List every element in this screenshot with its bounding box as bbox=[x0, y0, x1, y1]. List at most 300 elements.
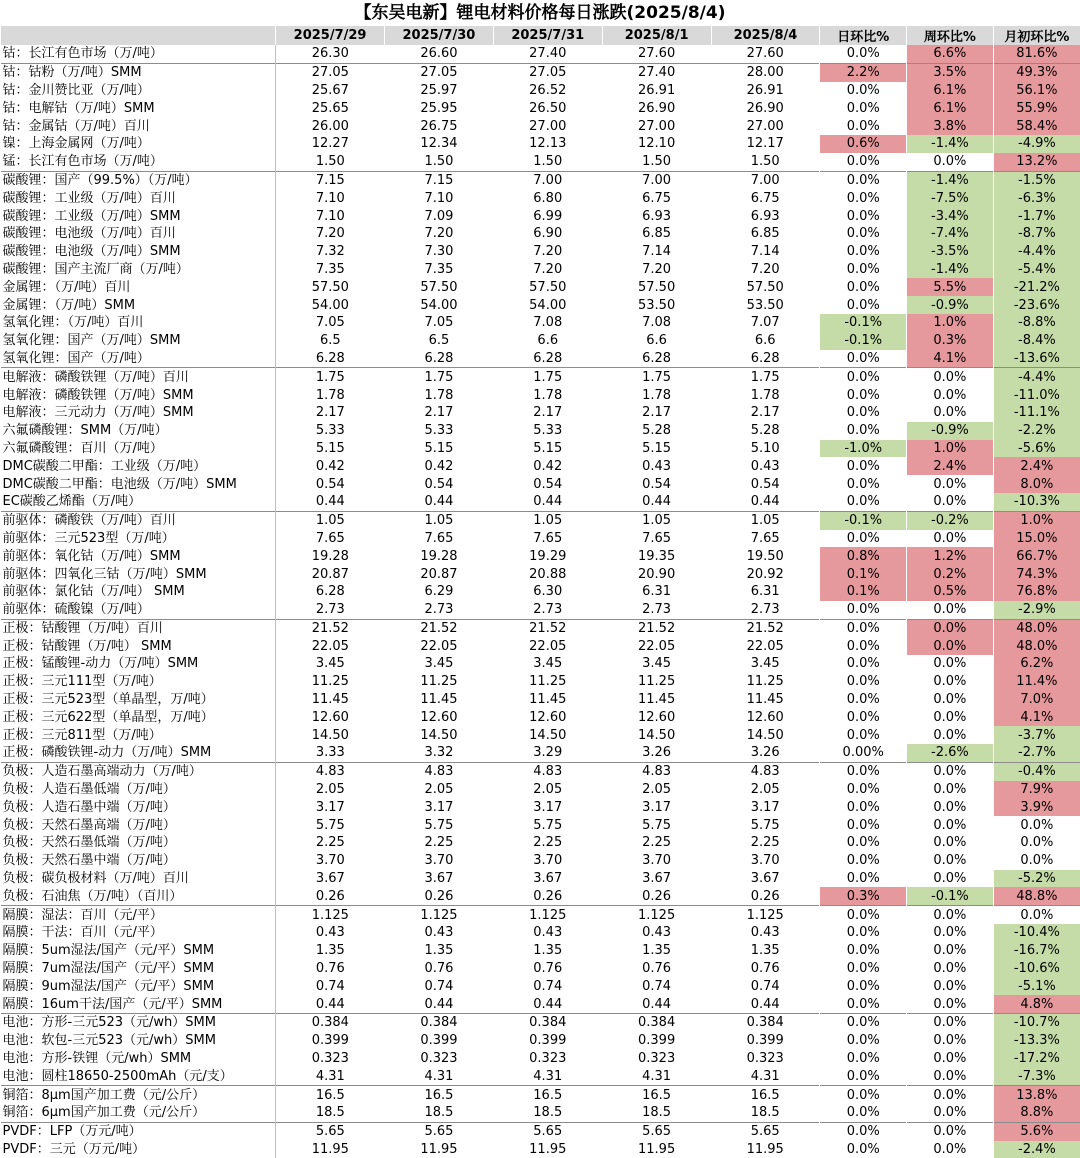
month-change-cell: -5.4% bbox=[993, 261, 1080, 279]
month-change-cell: -8.4% bbox=[993, 332, 1080, 350]
price-cell: 27.40 bbox=[493, 45, 602, 63]
table-row bbox=[1, 422, 1080, 440]
month-change-cell: -2.9% bbox=[993, 601, 1080, 619]
price-cell: 6.31 bbox=[602, 583, 711, 601]
price-cell: 21.52 bbox=[493, 619, 602, 637]
daily-change-cell: 0.0% bbox=[820, 1067, 907, 1085]
row-name-cell: 锰：长江有色市场（万/吨） bbox=[1, 153, 276, 171]
row-name-cell: 碳酸锂：国产（99.5%）（万/吨） bbox=[1, 171, 276, 189]
daily-change-cell: 0.0% bbox=[820, 171, 907, 189]
price-cell: 3.32 bbox=[385, 744, 494, 762]
row-name-cell: 负极：人造石墨低端（万/吨） bbox=[1, 781, 276, 799]
daily-change-cell: 0.0% bbox=[820, 493, 907, 511]
daily-change-cell: 0.0% bbox=[820, 117, 907, 135]
price-cell: 6.93 bbox=[602, 207, 711, 225]
table-row bbox=[1, 1067, 1080, 1085]
row-name-cell: 钴：长江有色市场（万/吨） bbox=[1, 45, 276, 63]
price-cell: 0.76 bbox=[385, 960, 494, 978]
daily-change-cell: 0.0% bbox=[820, 261, 907, 279]
month-change-cell: 48.0% bbox=[993, 637, 1080, 655]
price-cell: 7.65 bbox=[276, 530, 385, 548]
price-cell: 18.5 bbox=[602, 1104, 711, 1122]
table-row bbox=[1, 601, 1080, 619]
header-cell-date: 2025/7/30 bbox=[385, 26, 494, 45]
price-cell: 1.50 bbox=[602, 153, 711, 171]
price-cell: 2.05 bbox=[385, 781, 494, 799]
row-name-cell: 负极：天然石墨低端（万/吨） bbox=[1, 834, 276, 852]
daily-change-cell: 0.0% bbox=[820, 924, 907, 942]
weekly-change-cell: 0.0% bbox=[907, 637, 994, 655]
daily-change-cell: -0.1% bbox=[820, 314, 907, 332]
weekly-change-cell: 0.0% bbox=[907, 1086, 994, 1104]
table-row bbox=[1, 762, 1080, 780]
table-row bbox=[1, 942, 1080, 960]
price-cell: 18.5 bbox=[711, 1104, 820, 1122]
table-row bbox=[1, 457, 1080, 475]
price-cell: 2.73 bbox=[493, 601, 602, 619]
row-name-cell: PVDF：LFP（万元/吨） bbox=[1, 1122, 276, 1140]
table-row bbox=[1, 45, 1080, 63]
daily-change-cell: 0.0% bbox=[820, 475, 907, 493]
daily-change-cell: 0.0% bbox=[820, 906, 907, 924]
price-cell: 25.95 bbox=[385, 99, 494, 117]
price-cell: 0.44 bbox=[276, 995, 385, 1013]
price-cell: 20.87 bbox=[276, 565, 385, 583]
month-change-cell: -17.2% bbox=[993, 1050, 1080, 1068]
price-cell: 14.50 bbox=[385, 726, 494, 744]
month-change-cell: 4.8% bbox=[993, 995, 1080, 1013]
weekly-change-cell: 0.0% bbox=[907, 655, 994, 673]
price-cell: 6.6 bbox=[711, 332, 820, 350]
weekly-change-cell: 0.0% bbox=[907, 798, 994, 816]
price-cell: 0.44 bbox=[493, 493, 602, 511]
price-cell: 57.50 bbox=[711, 278, 820, 296]
price-cell: 1.78 bbox=[385, 386, 494, 404]
price-cell: 1.35 bbox=[276, 942, 385, 960]
weekly-change-cell: 0.0% bbox=[907, 601, 994, 619]
table-row bbox=[1, 924, 1080, 942]
price-cell: 6.29 bbox=[385, 583, 494, 601]
table-row bbox=[1, 278, 1080, 296]
price-cell: 1.35 bbox=[493, 942, 602, 960]
month-change-cell: 15.0% bbox=[993, 530, 1080, 548]
price-cell: 11.95 bbox=[385, 1141, 494, 1158]
price-cell: 1.125 bbox=[276, 906, 385, 924]
weekly-change-cell: -7.5% bbox=[907, 189, 994, 207]
month-change-cell: 48.0% bbox=[993, 619, 1080, 637]
weekly-change-cell: 0.0% bbox=[907, 1067, 994, 1085]
row-name-cell: 正极：钴酸锂（万/吨）百川 bbox=[1, 619, 276, 637]
row-name-cell: 前驱体：氧化钴（万/吨）SMM bbox=[1, 547, 276, 565]
daily-change-cell: 0.0% bbox=[820, 45, 907, 63]
price-cell: 7.05 bbox=[276, 314, 385, 332]
table-row bbox=[1, 816, 1080, 834]
table-row bbox=[1, 243, 1080, 261]
daily-change-cell: -0.1% bbox=[820, 511, 907, 529]
table-row bbox=[1, 852, 1080, 870]
price-cell: 11.45 bbox=[385, 691, 494, 709]
daily-change-cell: 0.0% bbox=[820, 619, 907, 637]
month-change-cell: -5.1% bbox=[993, 977, 1080, 995]
daily-change-cell: 0.0% bbox=[820, 816, 907, 834]
table-row bbox=[1, 207, 1080, 225]
daily-change-cell: 0.0% bbox=[820, 386, 907, 404]
table-row bbox=[1, 404, 1080, 422]
price-cell: 7.20 bbox=[385, 225, 494, 243]
price-cell: 16.5 bbox=[602, 1086, 711, 1104]
price-cell: 1.125 bbox=[711, 906, 820, 924]
price-cell: 0.399 bbox=[602, 1032, 711, 1050]
price-cell: 3.45 bbox=[385, 655, 494, 673]
price-cell: 7.15 bbox=[385, 171, 494, 189]
price-cell: 21.52 bbox=[711, 619, 820, 637]
weekly-change-cell: 6.6% bbox=[907, 45, 994, 63]
price-cell: 12.60 bbox=[602, 708, 711, 726]
row-name-cell: 隔膜：16um干法/国产（元/平）SMM bbox=[1, 995, 276, 1013]
price-cell: 16.5 bbox=[276, 1086, 385, 1104]
price-cell: 1.05 bbox=[276, 511, 385, 529]
month-change-cell: 74.3% bbox=[993, 565, 1080, 583]
price-cell: 2.73 bbox=[276, 601, 385, 619]
price-cell: 3.67 bbox=[276, 870, 385, 888]
price-cell: 0.43 bbox=[276, 924, 385, 942]
weekly-change-cell: -0.1% bbox=[907, 887, 994, 905]
price-cell: 0.76 bbox=[602, 960, 711, 978]
price-cell: 12.60 bbox=[493, 708, 602, 726]
price-cell: 0.74 bbox=[602, 977, 711, 995]
row-name-cell: 负极：人造石墨中端（万/吨） bbox=[1, 798, 276, 816]
daily-change-cell: 0.0% bbox=[820, 870, 907, 888]
price-cell: 0.26 bbox=[276, 887, 385, 905]
price-cell: 2.17 bbox=[711, 404, 820, 422]
table-row bbox=[1, 511, 1080, 529]
weekly-change-cell: 0.0% bbox=[907, 960, 994, 978]
weekly-change-cell: 0.0% bbox=[907, 530, 994, 548]
price-cell: 20.87 bbox=[385, 565, 494, 583]
price-cell: 0.26 bbox=[711, 887, 820, 905]
month-change-cell: -6.3% bbox=[993, 189, 1080, 207]
month-change-cell: -3.7% bbox=[993, 726, 1080, 744]
weekly-change-cell: 0.5% bbox=[907, 583, 994, 601]
price-cell: 0.76 bbox=[493, 960, 602, 978]
price-cell: 4.31 bbox=[711, 1067, 820, 1085]
weekly-change-cell: 4.1% bbox=[907, 350, 994, 368]
price-cell: 3.67 bbox=[385, 870, 494, 888]
weekly-change-cell: 0.0% bbox=[907, 386, 994, 404]
weekly-change-cell: 0.0% bbox=[907, 475, 994, 493]
weekly-change-cell: 3.5% bbox=[907, 63, 994, 81]
daily-change-cell: 0.3% bbox=[820, 887, 907, 905]
price-cell: 5.65 bbox=[602, 1122, 711, 1140]
price-cell: 11.45 bbox=[493, 691, 602, 709]
daily-change-cell: 0.0% bbox=[820, 798, 907, 816]
price-cell: 0.54 bbox=[602, 475, 711, 493]
price-cell: 4.31 bbox=[385, 1067, 494, 1085]
row-name-cell: 负极：人造石墨高端动力（万/吨） bbox=[1, 762, 276, 780]
price-cell: 7.32 bbox=[276, 243, 385, 261]
weekly-change-cell: 0.0% bbox=[907, 762, 994, 780]
price-cell: 4.83 bbox=[711, 762, 820, 780]
month-change-cell: 48.8% bbox=[993, 887, 1080, 905]
price-cell: 7.08 bbox=[602, 314, 711, 332]
table-row bbox=[1, 798, 1080, 816]
month-change-cell: 55.9% bbox=[993, 99, 1080, 117]
daily-change-cell: 0.0% bbox=[820, 995, 907, 1013]
price-cell: 5.15 bbox=[276, 440, 385, 458]
price-cell: 19.28 bbox=[385, 547, 494, 565]
price-cell: 1.50 bbox=[493, 153, 602, 171]
row-name-cell: 负极：碳负极材料（万/吨）百川 bbox=[1, 870, 276, 888]
price-cell: 19.29 bbox=[493, 547, 602, 565]
table-row bbox=[1, 350, 1080, 368]
month-change-cell: 6.2% bbox=[993, 655, 1080, 673]
price-cell: 1.05 bbox=[602, 511, 711, 529]
weekly-change-cell: 0.3% bbox=[907, 332, 994, 350]
table-row bbox=[1, 296, 1080, 314]
table-row bbox=[1, 153, 1080, 171]
month-change-cell: -4.4% bbox=[993, 368, 1080, 386]
price-cell: 27.40 bbox=[602, 63, 711, 81]
table-row bbox=[1, 691, 1080, 709]
price-cell: 1.125 bbox=[385, 906, 494, 924]
price-cell: 0.384 bbox=[493, 1014, 602, 1032]
price-cell: 2.25 bbox=[493, 834, 602, 852]
price-cell: 0.44 bbox=[385, 493, 494, 511]
price-cell: 1.05 bbox=[385, 511, 494, 529]
price-cell: 3.70 bbox=[493, 852, 602, 870]
price-cell: 1.75 bbox=[385, 368, 494, 386]
price-cell: 12.34 bbox=[385, 135, 494, 153]
row-name-cell: 钴：电解钴（万/吨）SMM bbox=[1, 99, 276, 117]
header-cell-date: 2025/8/4 bbox=[711, 26, 820, 45]
table-row bbox=[1, 977, 1080, 995]
table-row bbox=[1, 637, 1080, 655]
row-name-cell: 铜箔：8μm国产加工费（元/公斤） bbox=[1, 1086, 276, 1104]
price-cell: 5.75 bbox=[602, 816, 711, 834]
price-cell: 11.95 bbox=[711, 1141, 820, 1158]
table-row bbox=[1, 1141, 1080, 1158]
month-change-cell: -23.6% bbox=[993, 296, 1080, 314]
table-row bbox=[1, 1050, 1080, 1068]
price-cell: 4.31 bbox=[493, 1067, 602, 1085]
price-cell: 12.17 bbox=[711, 135, 820, 153]
daily-change-cell: 0.0% bbox=[820, 243, 907, 261]
weekly-change-cell: 0.0% bbox=[907, 1050, 994, 1068]
price-cell: 0.399 bbox=[385, 1032, 494, 1050]
month-change-cell: -13.3% bbox=[993, 1032, 1080, 1050]
month-change-cell: -13.6% bbox=[993, 350, 1080, 368]
weekly-change-cell: 0.0% bbox=[907, 816, 994, 834]
table-row bbox=[1, 906, 1080, 924]
price-cell: 27.60 bbox=[711, 45, 820, 63]
table-row bbox=[1, 655, 1080, 673]
daily-change-cell: 0.0% bbox=[820, 637, 907, 655]
table-row bbox=[1, 368, 1080, 386]
price-cell: 11.95 bbox=[276, 1141, 385, 1158]
daily-change-cell: -1.0% bbox=[820, 440, 907, 458]
price-cell: 1.75 bbox=[711, 368, 820, 386]
daily-change-cell: 0.0% bbox=[820, 1122, 907, 1140]
price-cell: 7.35 bbox=[276, 261, 385, 279]
row-name-cell: 电解液：磷酸铁锂（万/吨）百川 bbox=[1, 368, 276, 386]
daily-change-cell: 0.0% bbox=[820, 942, 907, 960]
daily-change-cell: 0.6% bbox=[820, 135, 907, 153]
weekly-change-cell: 0.0% bbox=[907, 493, 994, 511]
weekly-change-cell: -3.4% bbox=[907, 207, 994, 225]
row-name-cell: 隔膜：9um湿法/国产（元/平）SMM bbox=[1, 977, 276, 995]
price-cell: 6.28 bbox=[276, 583, 385, 601]
price-cell: 0.74 bbox=[711, 977, 820, 995]
price-cell: 7.00 bbox=[602, 171, 711, 189]
price-cell: 2.05 bbox=[711, 781, 820, 799]
price-cell: 14.50 bbox=[493, 726, 602, 744]
price-cell: 0.54 bbox=[276, 475, 385, 493]
price-cell: 4.31 bbox=[276, 1067, 385, 1085]
table-row bbox=[1, 530, 1080, 548]
price-cell: 26.60 bbox=[385, 45, 494, 63]
price-cell: 0.43 bbox=[711, 924, 820, 942]
price-cell: 4.83 bbox=[385, 762, 494, 780]
row-name-cell: 金属锂：（万/吨）百川 bbox=[1, 278, 276, 296]
row-name-cell: 正极：三元111型（万/吨） bbox=[1, 673, 276, 691]
price-cell: 5.10 bbox=[711, 440, 820, 458]
weekly-change-cell: -0.2% bbox=[907, 511, 994, 529]
row-name-cell: 碳酸锂：国产主流厂商（万/吨） bbox=[1, 261, 276, 279]
table-row bbox=[1, 1086, 1080, 1104]
month-change-cell: 56.1% bbox=[993, 82, 1080, 100]
header-cell-date: 2025/8/1 bbox=[602, 26, 711, 45]
row-name-cell: 前驱体：硫酸镍（万/吨） bbox=[1, 601, 276, 619]
price-cell: 3.70 bbox=[276, 852, 385, 870]
price-cell: 0.26 bbox=[493, 887, 602, 905]
price-cell: 18.5 bbox=[385, 1104, 494, 1122]
price-cell: 0.54 bbox=[493, 475, 602, 493]
month-change-cell: -21.2% bbox=[993, 278, 1080, 296]
weekly-change-cell: 1.2% bbox=[907, 547, 994, 565]
price-cell: 1.75 bbox=[493, 368, 602, 386]
price-cell: 0.384 bbox=[711, 1014, 820, 1032]
price-cell: 2.25 bbox=[385, 834, 494, 852]
price-cell: 0.323 bbox=[602, 1050, 711, 1068]
price-cell: 0.43 bbox=[385, 924, 494, 942]
weekly-change-cell: 6.1% bbox=[907, 82, 994, 100]
price-cell: 0.54 bbox=[385, 475, 494, 493]
row-name-cell: 正极：三元523型（单晶型，万/吨） bbox=[1, 691, 276, 709]
daily-change-cell: 0.0% bbox=[820, 1014, 907, 1032]
price-cell: 5.65 bbox=[493, 1122, 602, 1140]
table-row bbox=[1, 1122, 1080, 1140]
price-cell: 7.05 bbox=[385, 314, 494, 332]
daily-change-cell: 0.0% bbox=[820, 781, 907, 799]
price-cell: 7.65 bbox=[493, 530, 602, 548]
month-change-cell: 13.8% bbox=[993, 1086, 1080, 1104]
price-cell: 7.07 bbox=[711, 314, 820, 332]
month-change-cell: 1.0% bbox=[993, 511, 1080, 529]
daily-change-cell: 0.0% bbox=[820, 99, 907, 117]
row-name-cell: 六氟磷酸锂：SMM（万/吨） bbox=[1, 422, 276, 440]
price-cell: 6.30 bbox=[493, 583, 602, 601]
daily-change-cell: 0.0% bbox=[820, 350, 907, 368]
price-cell: 0.44 bbox=[711, 995, 820, 1013]
table-row bbox=[1, 583, 1080, 601]
header-cell-weekly-change: 周环比% bbox=[907, 26, 994, 45]
price-cell: 26.90 bbox=[711, 99, 820, 117]
price-cell: 7.10 bbox=[385, 189, 494, 207]
month-change-cell: 0.0% bbox=[993, 816, 1080, 834]
price-cell: 3.67 bbox=[602, 870, 711, 888]
row-name-cell: 碳酸锂：工业级（万/吨）SMM bbox=[1, 207, 276, 225]
price-cell: 11.25 bbox=[385, 673, 494, 691]
month-change-cell: -4.9% bbox=[993, 135, 1080, 153]
weekly-change-cell: 3.8% bbox=[907, 117, 994, 135]
price-cell: 1.50 bbox=[385, 153, 494, 171]
daily-change-cell: 0.0% bbox=[820, 530, 907, 548]
row-name-cell: 氢氧化锂：国产（万/吨） bbox=[1, 350, 276, 368]
price-cell: 3.33 bbox=[276, 744, 385, 762]
row-name-cell: 钴：钴粉（万/吨）SMM bbox=[1, 63, 276, 81]
price-cell: 3.26 bbox=[602, 744, 711, 762]
table-body bbox=[1, 45, 1080, 1158]
price-cell: 27.00 bbox=[493, 117, 602, 135]
price-cell: 7.00 bbox=[493, 171, 602, 189]
weekly-change-cell: 0.0% bbox=[907, 619, 994, 637]
weekly-change-cell: 0.0% bbox=[907, 834, 994, 852]
month-change-cell: -1.7% bbox=[993, 207, 1080, 225]
weekly-change-cell: 0.0% bbox=[907, 726, 994, 744]
month-change-cell: -11.0% bbox=[993, 386, 1080, 404]
daily-change-cell: 0.0% bbox=[820, 225, 907, 243]
row-name-cell: 正极：三元811型（万/吨） bbox=[1, 726, 276, 744]
price-cell: 2.73 bbox=[385, 601, 494, 619]
price-cell: 3.67 bbox=[493, 870, 602, 888]
price-cell: 7.20 bbox=[493, 261, 602, 279]
price-cell: 7.08 bbox=[493, 314, 602, 332]
month-change-cell: 81.6% bbox=[993, 45, 1080, 63]
weekly-change-cell: 0.0% bbox=[907, 404, 994, 422]
price-cell: 26.30 bbox=[276, 45, 385, 63]
weekly-change-cell: 0.0% bbox=[907, 852, 994, 870]
row-name-cell: 六氟磷酸锂：百川（万/吨） bbox=[1, 440, 276, 458]
row-name-cell: 负极：天然石墨高端（万/吨） bbox=[1, 816, 276, 834]
month-change-cell: -16.7% bbox=[993, 942, 1080, 960]
price-cell: 0.384 bbox=[276, 1014, 385, 1032]
price-cell: 6.5 bbox=[385, 332, 494, 350]
table-row bbox=[1, 314, 1080, 332]
row-name-cell: 隔膜：7um湿法/国产（元/平）SMM bbox=[1, 960, 276, 978]
table-row bbox=[1, 440, 1080, 458]
price-cell: 22.05 bbox=[276, 637, 385, 655]
price-cell: 5.75 bbox=[711, 816, 820, 834]
price-cell: 19.50 bbox=[711, 547, 820, 565]
price-cell: 0.399 bbox=[711, 1032, 820, 1050]
row-name-cell: 钴：金川赞比亚（万/吨） bbox=[1, 82, 276, 100]
table-row bbox=[1, 475, 1080, 493]
price-cell: 7.65 bbox=[602, 530, 711, 548]
month-change-cell: -2.2% bbox=[993, 422, 1080, 440]
daily-change-cell: 0.0% bbox=[820, 601, 907, 619]
row-name-cell: DMC碳酸二甲酯：电池级（万/吨）SMM bbox=[1, 475, 276, 493]
price-cell: 6.28 bbox=[602, 350, 711, 368]
month-change-cell: -10.7% bbox=[993, 1014, 1080, 1032]
table-row bbox=[1, 1104, 1080, 1122]
price-cell: 7.20 bbox=[602, 261, 711, 279]
price-cell: 0.44 bbox=[493, 995, 602, 1013]
weekly-change-cell: -2.6% bbox=[907, 744, 994, 762]
row-name-cell: 电池：方形-铁锂（元/wh）SMM bbox=[1, 1050, 276, 1068]
daily-change-cell: 0.0% bbox=[820, 726, 907, 744]
price-cell: 53.50 bbox=[711, 296, 820, 314]
daily-change-cell: 0.0% bbox=[820, 1086, 907, 1104]
